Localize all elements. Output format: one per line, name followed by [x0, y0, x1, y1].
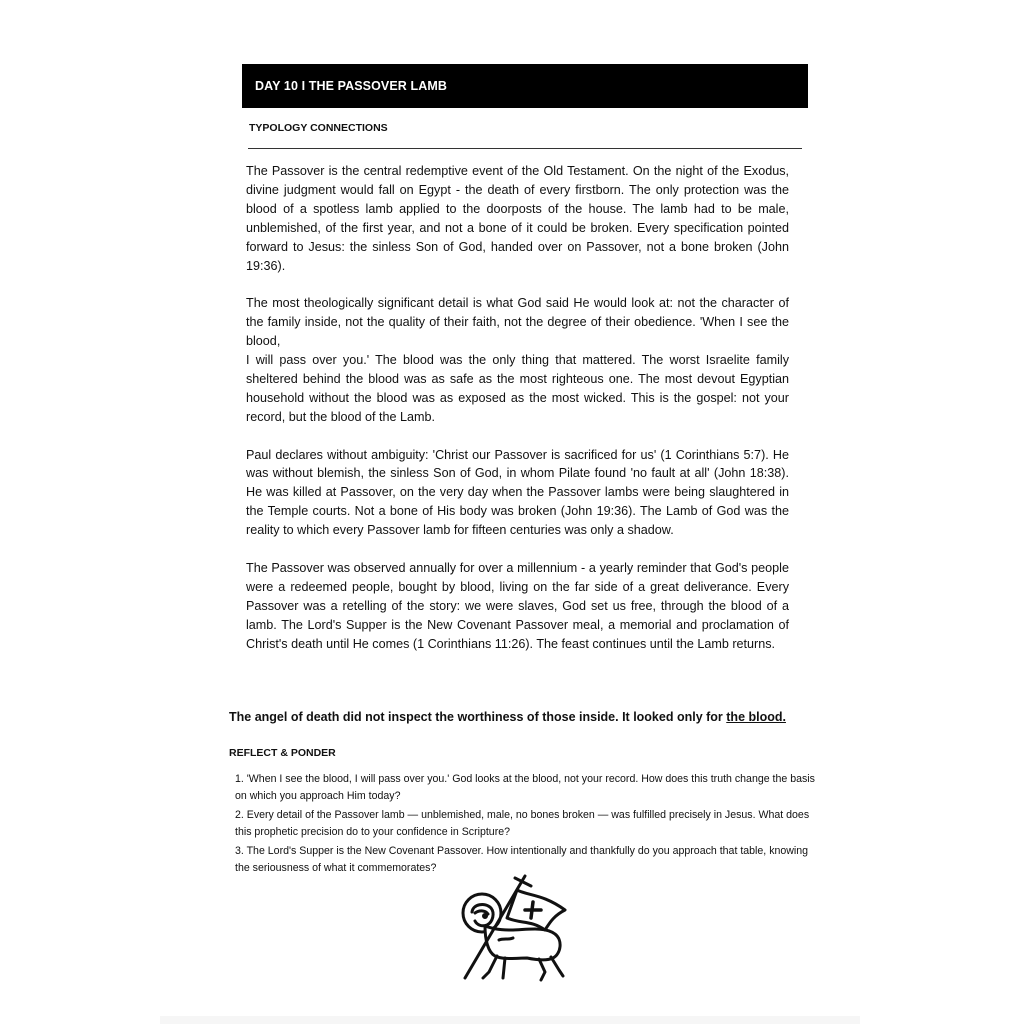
paragraph: The Passover is the central redemptive event of the Old Testament. On the night of the Exodus, divine judgment would fall on Egypt - the death of every firstborn. The only protection was the blood of a spotless lamb applied to the doorposts of the house. The lamb had to be male, unblemished, of the first year, and not a bone of it could be broken. Every specification pointed forward to Jesus: the sinless Son of God, handed over on Passover, not a bone broken (John 19:36). [246, 164, 789, 273]
question-item: 1. 'When I see the blood, I will pass over you.' God looks at the blood, not your record. How does this truth change the basis on which you approach Him today? [235, 773, 815, 802]
page-footer-shade [160, 1016, 860, 1024]
paragraph: I will pass over you.' The blood was the only thing that mattered. The worst Israelite family sheltered behind the blood was as safe as the most righteous one. The most devout Egyptian household without the blood was as exposed as the most wicked. This is the gospel: not your record, but the blood of the Lamb. [246, 353, 789, 424]
callout-statement [229, 710, 829, 724]
page-title-bar [242, 64, 808, 108]
lamb-of-god-icon [455, 868, 575, 988]
section-label: TYPOLOGY CONNECTIONS [249, 122, 388, 134]
question-item: 2. Every detail of the Passover lamb — unblemished, male, no bones broken — was fulfilled precisely in Jesus. What does this prophetic precision do to your confidence in Scripture? [235, 809, 810, 838]
callout-text: The angel of death did not inspect the worthiness of those inside. It looked only for [229, 710, 727, 724]
question-list [235, 771, 815, 879]
paragraph: The most theologically significant detail is what God said He would look at: not the character of the family inside, not the quality of their faith, not the degree of their obedience. 'When I see the blood, [246, 296, 789, 349]
paragraph: The Passover was observed annually for over a millennium - a yearly reminder that God's people were a redeemed people, bought by blood, living on the far side of a great deliverance. Every Passover was a retelling of the story: we were slaves, God set us free, through the blood of a lamb. The Lord's Supper is the New Covenant Passover meal, a memorial and proclamation of Christ's death until He comes (1 Corinthians 11:26). The feast continues until the Lamb returns. [246, 560, 789, 651]
question-item: 3. The Lord's Supper is the New Covenant Passover. How intentionally and thankfully do you approach that table, knowing the seriousness of what it commemorates? [235, 845, 809, 874]
callout-emphasis: the blood. [726, 710, 786, 724]
divider [248, 148, 802, 149]
paragraph: Paul declares without ambiguity: 'Christ our Passover is sacrificed for us' (1 Corinthians 5:7). He was without blemish, the sinless Son of God, in whom Pilate found 'no fault at all' (John 18:38). He was killed at Passover, on the very day when the Passover lambs were being slaughtered in the Temple courts. Not a bone of His body was broken (John 19:36). The Lamb of God was the reality to which every Passover lamb for fifteen centuries was only a shadow. [246, 447, 789, 538]
page-title: DAY 10 I THE PASSOVER LAMB [255, 79, 447, 93]
reflect-label: REFLECT & PONDER [229, 747, 336, 759]
body-text [246, 162, 789, 672]
